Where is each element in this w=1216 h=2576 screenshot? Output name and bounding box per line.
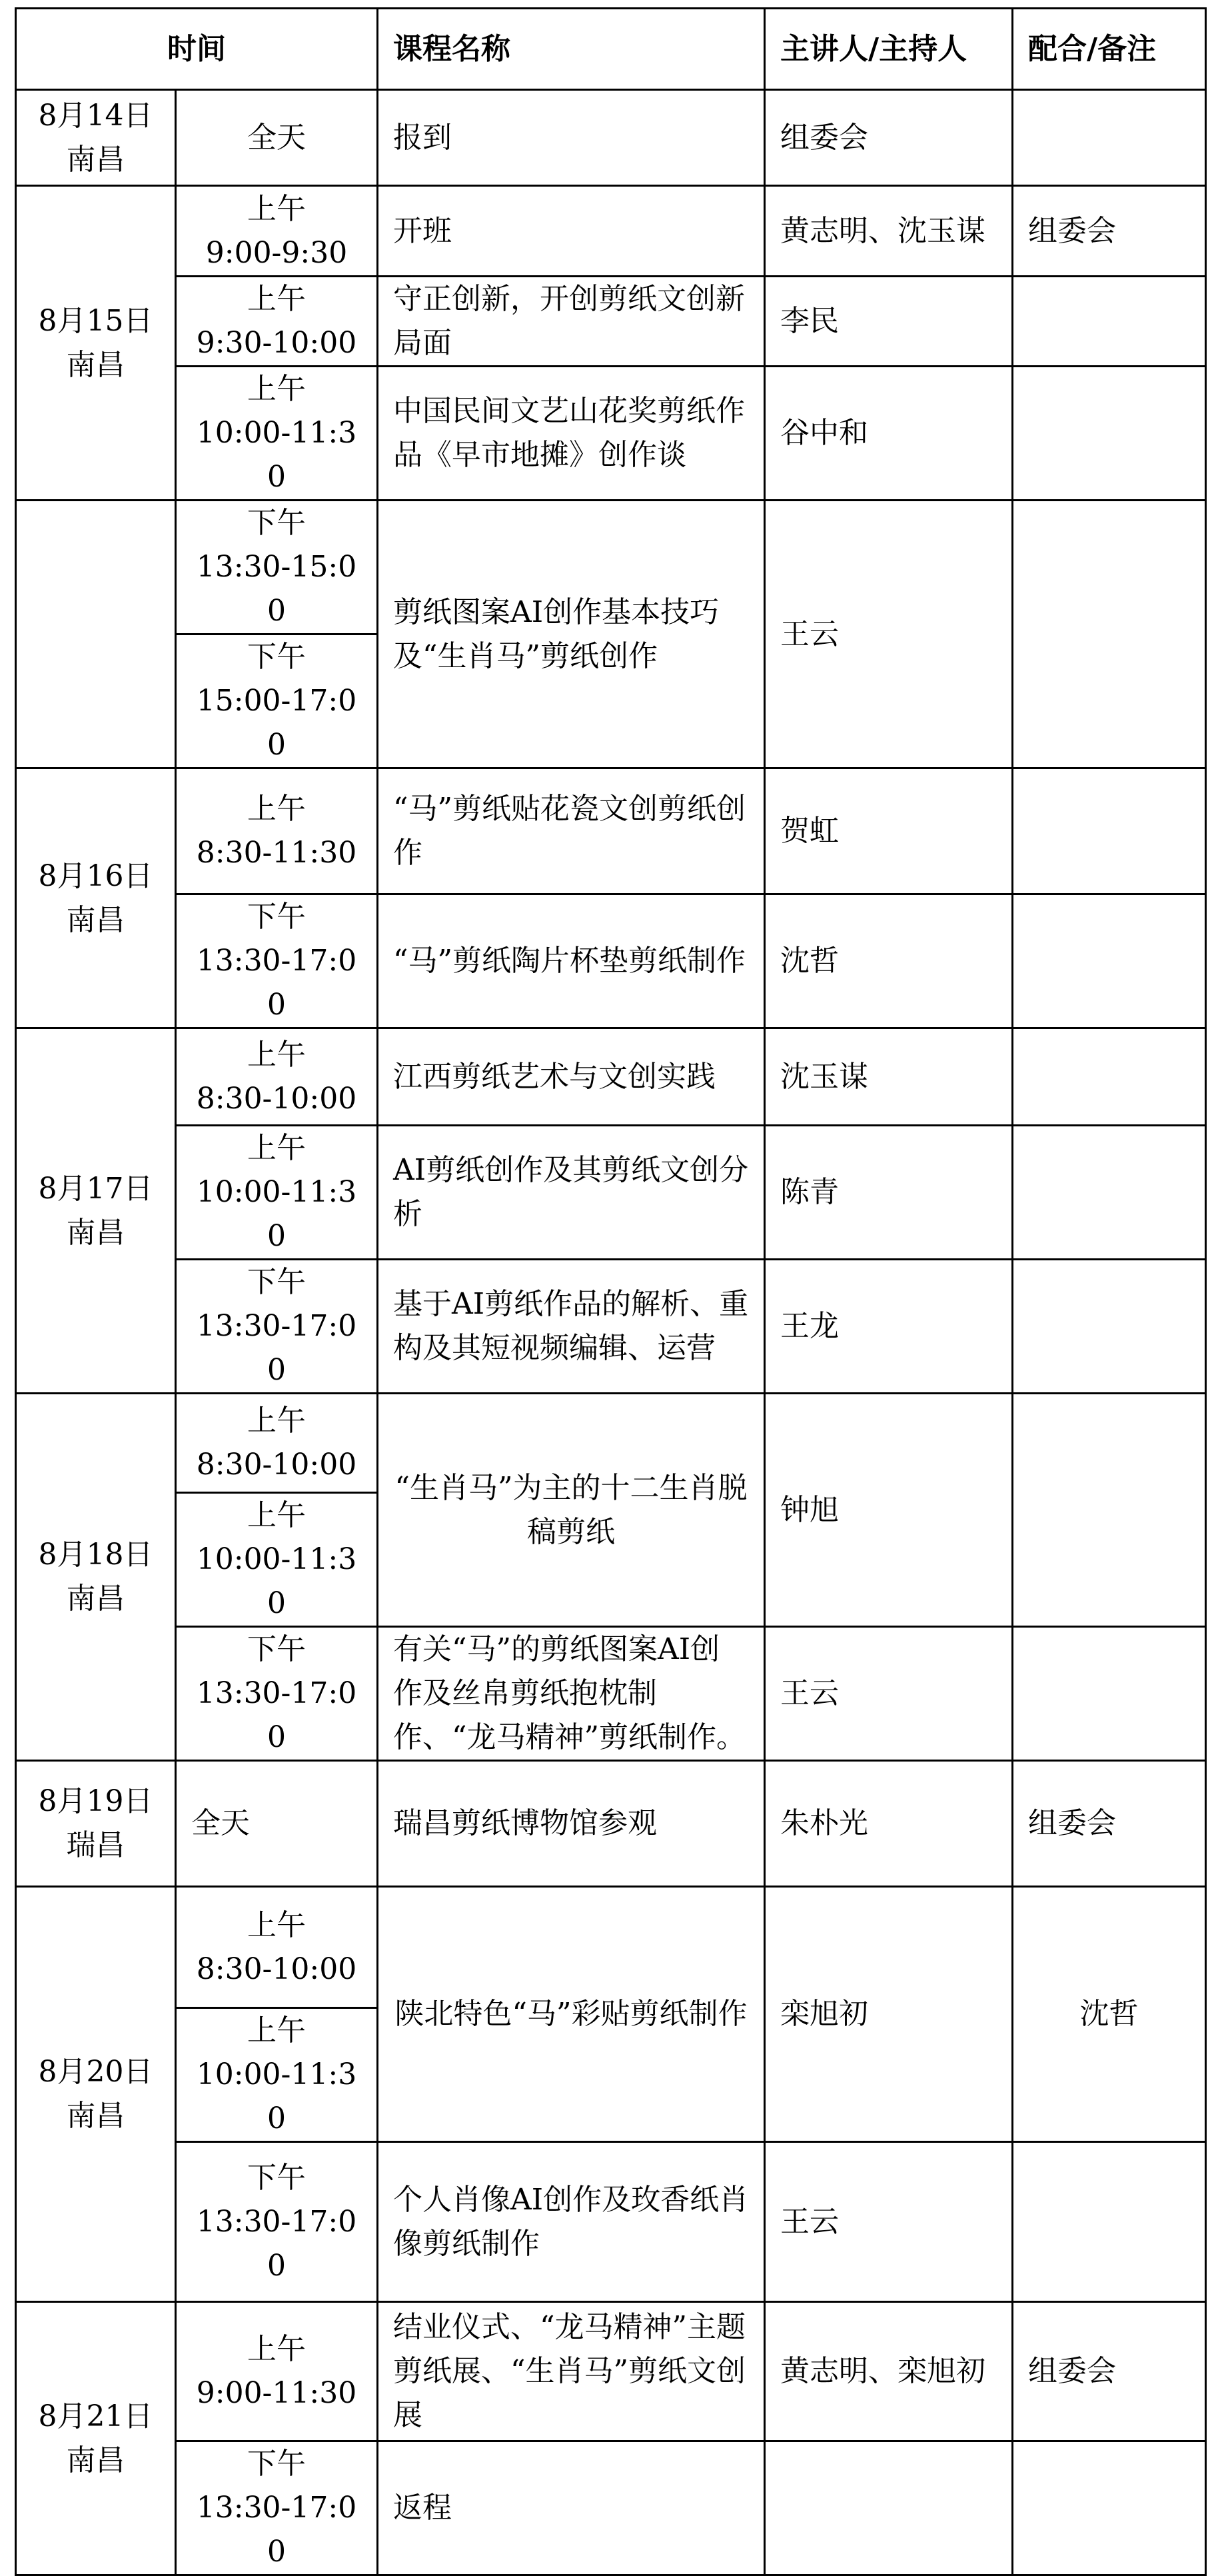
lecturer-cell: 组委会 <box>765 90 1013 186</box>
note-cell: 组委会 <box>1013 1761 1206 1887</box>
time-cell <box>176 367 378 501</box>
date-cell <box>16 90 176 186</box>
date-day: 8月14日 <box>38 98 153 133</box>
time-period: 上午 <box>247 792 306 826</box>
lecturer-cell: 王云 <box>765 1627 1013 1761</box>
date-cell <box>16 186 176 501</box>
time-cell <box>176 1627 378 1761</box>
lecturer-cell: 陈青 <box>765 1126 1013 1260</box>
lecturer-cell: 沈玉谋 <box>765 1028 1013 1126</box>
table-row <box>16 277 1206 367</box>
date-place: 南昌 <box>66 1582 125 1616</box>
time-period: 上午 <box>247 1498 306 1532</box>
time-period: 下午 <box>247 1632 306 1666</box>
table-row <box>16 1028 1206 1126</box>
time-cell <box>176 2008 378 2142</box>
time-cell <box>176 501 378 635</box>
note-cell <box>1013 277 1206 367</box>
time-cell <box>176 894 378 1028</box>
table-row <box>16 367 1206 501</box>
date-cell <box>16 501 176 768</box>
schedule-table <box>15 7 1207 2576</box>
course-cell: 报到 <box>378 90 765 186</box>
course-cell: 基于AI剪纸作品的解析、重构及其短视频编辑、运营 <box>378 1260 765 1394</box>
lecturer-cell: 王龙 <box>765 1260 1013 1394</box>
time-period: 下午 <box>247 640 306 674</box>
time-period: 下午 <box>247 506 306 540</box>
lecturer-cell: 朱朴光 <box>765 1761 1013 1887</box>
note-cell <box>1013 367 1206 501</box>
header-lecturer: 主讲人/主持人 <box>765 9 1013 90</box>
time-cell <box>176 1493 378 1627</box>
date-day: 8月20日 <box>38 2055 153 2089</box>
date-day: 8月18日 <box>38 1538 153 1572</box>
time-cell <box>176 90 378 186</box>
table-row <box>16 1887 1206 2008</box>
date-cell <box>16 1761 176 1887</box>
date-cell <box>16 768 176 1028</box>
note-cell <box>1013 1028 1206 1126</box>
course-cell: AI剪纸创作及其剪纸文创分析 <box>378 1126 765 1260</box>
time-cell <box>176 1394 378 1493</box>
note-cell <box>1013 2142 1206 2302</box>
time-range: 10:00-11:30 <box>196 1542 357 1620</box>
time-cell <box>176 768 378 894</box>
date-place: 南昌 <box>66 142 125 177</box>
header-time: 时间 <box>16 9 378 90</box>
note-cell <box>1013 894 1206 1028</box>
course-cell: 中国民间文艺山花奖剪纸作品《早市地摊》创作谈 <box>378 367 765 501</box>
time-cell <box>176 277 378 367</box>
course-cell: 个人肖像AI创作及玫香纸肖像剪纸制作 <box>378 2142 765 2302</box>
time-cell <box>176 1887 378 2008</box>
table-row <box>16 90 1206 186</box>
date-day: 8月16日 <box>38 858 153 893</box>
note-cell <box>1013 90 1206 186</box>
time-range: 9:00-11:30 <box>196 2376 357 2410</box>
note-cell <box>1013 501 1206 768</box>
date-day: 8月17日 <box>38 1171 153 1206</box>
date-cell <box>16 1028 176 1394</box>
table-row <box>16 186 1206 277</box>
time-cell <box>176 1126 378 1260</box>
date-day: 8月15日 <box>38 303 153 338</box>
lecturer-cell: 黄志明、沈玉谋 <box>765 186 1013 277</box>
date-cell <box>16 1887 176 2302</box>
date-cell <box>16 2302 176 2575</box>
time-range: 15:00-17:00 <box>196 684 357 762</box>
date-place: 南昌 <box>66 347 125 382</box>
table-row <box>16 1260 1206 1394</box>
time-range: 8:30-10:00 <box>196 1448 357 1482</box>
time-period: 上午 <box>247 1037 306 1072</box>
time-range: 8:30-10:00 <box>196 1081 357 1116</box>
time-cell <box>176 2142 378 2302</box>
table-row <box>16 1126 1206 1260</box>
time-period: 下午 <box>247 1265 306 1299</box>
lecturer-cell: 王云 <box>765 2142 1013 2302</box>
time-period: 下午 <box>247 900 306 934</box>
lecturer-cell: 黄志明、栾旭初 <box>765 2302 1013 2441</box>
lecturer-cell: 李民 <box>765 277 1013 367</box>
course-cell: 结业仪式、“龙马精神”主题剪纸展、“生肖马”剪纸文创展 <box>378 2302 765 2441</box>
time-period: 上午 <box>247 1131 306 1165</box>
time-cell: 全天 <box>176 1761 378 1887</box>
note-cell <box>1013 2441 1206 2575</box>
time-range: 10:00-11:30 <box>196 2057 357 2135</box>
course-cell: 返程 <box>378 2441 765 2575</box>
date-place: 瑞昌 <box>66 1828 125 1862</box>
time-period: 上午 <box>247 372 306 406</box>
time-range: 9:30-10:00 <box>196 326 357 360</box>
date-place: 南昌 <box>66 902 125 937</box>
table-row <box>16 1394 1206 1493</box>
course-cell: 陕北特色“马”彩贴剪纸制作 <box>378 1887 765 2142</box>
time-range: 10:00-11:30 <box>196 416 357 494</box>
table-row <box>16 1627 1206 1761</box>
lecturer-cell <box>765 2441 1013 2575</box>
date-cell <box>16 1394 176 1761</box>
time-range: 13:30-17:00 <box>196 944 357 1022</box>
lecturer-cell: 栾旭初 <box>765 1887 1013 2142</box>
time-period: 上午 <box>247 2332 306 2366</box>
time-range: 13:30-17:00 <box>196 1309 357 1387</box>
time-range: 10:00-11:30 <box>196 1175 357 1253</box>
table-row <box>16 2441 1206 2575</box>
date-place: 南昌 <box>66 2443 125 2477</box>
table-header-row <box>16 9 1206 90</box>
time-cell <box>176 186 378 277</box>
course-cell: 瑞昌剪纸博物馆参观 <box>378 1761 765 1887</box>
time-range: 8:30-11:30 <box>196 836 357 870</box>
date-day: 8月19日 <box>38 1784 153 1818</box>
lecturer-cell: 沈哲 <box>765 894 1013 1028</box>
note-cell <box>1013 1260 1206 1394</box>
course-cell: 守正创新，开创剪纸文创新局面 <box>378 277 765 367</box>
time-cell <box>176 635 378 768</box>
note-cell: 组委会 <box>1013 2302 1206 2441</box>
time-range: 13:30-17:00 <box>196 1676 357 1754</box>
table-row <box>16 2142 1206 2302</box>
header-note: 配合/备注 <box>1013 9 1206 90</box>
course-cell: 开班 <box>378 186 765 277</box>
time-range: 全天 <box>247 120 306 155</box>
time-period: 上午 <box>247 2013 306 2047</box>
date-day: 8月21日 <box>38 2399 153 2433</box>
time-period: 上午 <box>247 282 306 316</box>
lecturer-cell: 王云 <box>765 501 1013 768</box>
note-cell: 沈哲 <box>1013 1887 1206 2142</box>
lecturer-cell: 钟旭 <box>765 1394 1013 1627</box>
table-row <box>16 2302 1206 2441</box>
time-period: 下午 <box>247 2160 306 2195</box>
course-cell: 江西剪纸艺术与文创实践 <box>378 1028 765 1126</box>
lecturer-cell: 贺虹 <box>765 768 1013 894</box>
note-cell <box>1013 1394 1206 1627</box>
lecturer-cell: 谷中和 <box>765 367 1013 501</box>
time-cell <box>176 2441 378 2575</box>
note-cell <box>1013 1126 1206 1260</box>
time-period: 上午 <box>247 191 306 226</box>
time-cell <box>176 1260 378 1394</box>
time-cell <box>176 2302 378 2441</box>
time-range: 13:30-15:00 <box>196 550 357 628</box>
table-row <box>16 768 1206 894</box>
time-cell <box>176 1028 378 1126</box>
course-cell: “马”剪纸陶片杯垫剪纸制作 <box>378 894 765 1028</box>
date-place: 南昌 <box>66 2099 125 2133</box>
note-cell <box>1013 768 1206 894</box>
course-cell: “生肖马”为主的十二生肖脱稿剪纸 <box>378 1394 765 1627</box>
note-cell <box>1013 1627 1206 1761</box>
header-course: 课程名称 <box>378 9 765 90</box>
course-cell: “马”剪纸贴花瓷文创剪纸创作 <box>378 768 765 894</box>
time-range: 13:30-17:00 <box>196 2491 357 2569</box>
time-range: 8:30-10:00 <box>196 1951 357 1986</box>
time-period: 上午 <box>247 1404 306 1438</box>
time-range: 13:30-17:00 <box>196 2204 357 2283</box>
table-row <box>16 501 1206 635</box>
table-row <box>16 894 1206 1028</box>
time-period: 上午 <box>247 1908 306 1942</box>
course-cell: 剪纸图案AI创作基本技巧及“生肖马”剪纸创作 <box>378 501 765 768</box>
table-row <box>16 1761 1206 1887</box>
course-cell: 有关“马”的剪纸图案AI创作及丝帛剪纸抱枕制作、“龙马精神”剪纸制作。 <box>378 1627 765 1761</box>
time-period: 下午 <box>247 2447 306 2481</box>
note-cell: 组委会 <box>1013 186 1206 277</box>
date-place: 南昌 <box>66 1215 125 1250</box>
time-range: 9:00-9:30 <box>205 235 348 270</box>
